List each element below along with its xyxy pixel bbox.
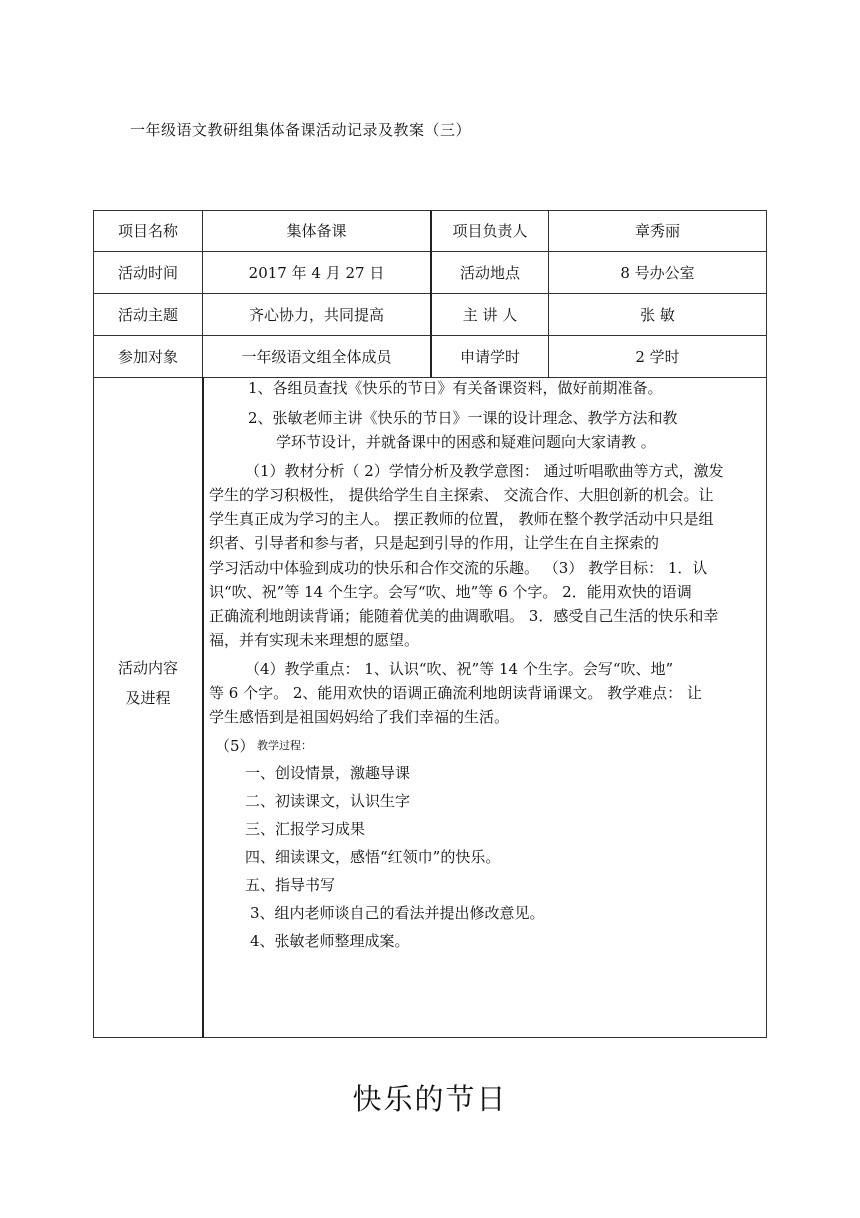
table-cell-value: 8 号办公室 — [620, 263, 695, 282]
table-cell-value: 2 学时 — [635, 347, 680, 366]
table-cell-value: 2017 年 4 月 27 日 — [248, 263, 385, 282]
content-line: 等 6 个字。 2、能用欢快的语调正确流利地朗读背诵课文。 教学难点： 让 — [209, 684, 702, 702]
content-line: 2、张敏老师主讲《快乐的节日》一课的设计理念、教学方法和教 — [248, 409, 678, 427]
table-cell-value: 集体备课 — [286, 221, 347, 240]
content-line: （5） — [215, 737, 255, 755]
table-cell-label: 参加对象 — [117, 347, 178, 366]
content-line: 福，并有实现未来理想的愿望。 — [209, 631, 420, 649]
table-cell-label: 活动主题 — [117, 305, 178, 324]
table-cell-label: 项目负责人 — [452, 221, 528, 240]
content-line: 四、细读课文，感悟“红领巾”的快乐。 — [245, 848, 501, 866]
content-line: 正确流利地朗读背诵；能随着优美的曲调歌唱。 3．感受自己生活的快乐和幸 — [209, 607, 719, 625]
table-cell-label: 主 讲 人 — [462, 305, 518, 324]
content-line: 1、各组员查找《快乐的节日》有关备课资料，做好前期准备。 — [248, 379, 663, 397]
table-cell-value: 章秀丽 — [634, 221, 680, 240]
content-line: 学生的学习积极性， 提供给学生自主探索、 交流合作、大胆创新的机会。让 — [209, 486, 714, 504]
content-line: 学生真正成为学习的主人。 摆正教师的位置， 教师在整个教学活动中只是组 — [209, 510, 714, 528]
content-line: 教学过程： — [257, 739, 312, 752]
content-section-label — [94, 653, 202, 713]
content-line: 3、组内老师谈自己的看法并提出修改意见。 — [250, 904, 545, 922]
content-line: 一、创设情景，激趣导课 — [245, 764, 411, 782]
content-line: 学环节设计，并就备课中的困惑和疑难问题向大家请教 。 — [276, 433, 656, 451]
lesson-title: 快乐的节日 — [352, 1082, 508, 1116]
table-cell-label: 活动时间 — [117, 263, 178, 282]
content-line: 五、指导书写 — [245, 876, 336, 894]
table-cell-value: 张 敏 — [640, 305, 675, 324]
content-line: 识“吹、祝”等 14 个生字。会写“吹、地”等 6 个字。 2．能用欢快的语调 — [209, 583, 692, 601]
table-cell-value: 齐心协力，共同提高 — [248, 305, 384, 324]
content-line: 织者、引导者和参与者，只是起到引导的作用，让学生在自主探索的 — [209, 534, 660, 552]
document-title: 一年级语文教研组集体备课活动记录及教案（三） — [130, 121, 472, 139]
table-cell-label: 申请学时 — [459, 347, 520, 366]
content-label-line: 及进程 — [125, 689, 171, 707]
column-divider — [202, 377, 204, 1038]
content-line: 三、汇报学习成果 — [245, 820, 366, 838]
content-line: （1）教材分析（ 2）学情分析及教学意图： 通过听唱歌曲等方式，激发 — [245, 462, 724, 480]
table-cell-label: 项目名称 — [117, 221, 178, 240]
content-line: （4）教学重点： 1、认识“吹、祝”等 14 个生字。会写“吹、地” — [245, 660, 674, 678]
content-line: 4、张敏老师整理成案。 — [250, 932, 410, 950]
content-line: 二、初读课文，认识生字 — [245, 792, 411, 810]
table-cell-value: 一年级语文组全体成员 — [241, 347, 392, 366]
table-cell-label: 活动地点 — [459, 263, 520, 282]
content-body — [205, 377, 765, 1037]
content-label-line: 活动内容 — [117, 659, 178, 677]
content-line: 学习活动中体验到成功的快乐和合作交流的乐趣。 （3） 教学目标： 1．认 — [209, 559, 708, 577]
content-line: 学生感悟到是祖国妈妈给了我们幸福的生活。 — [209, 708, 510, 726]
